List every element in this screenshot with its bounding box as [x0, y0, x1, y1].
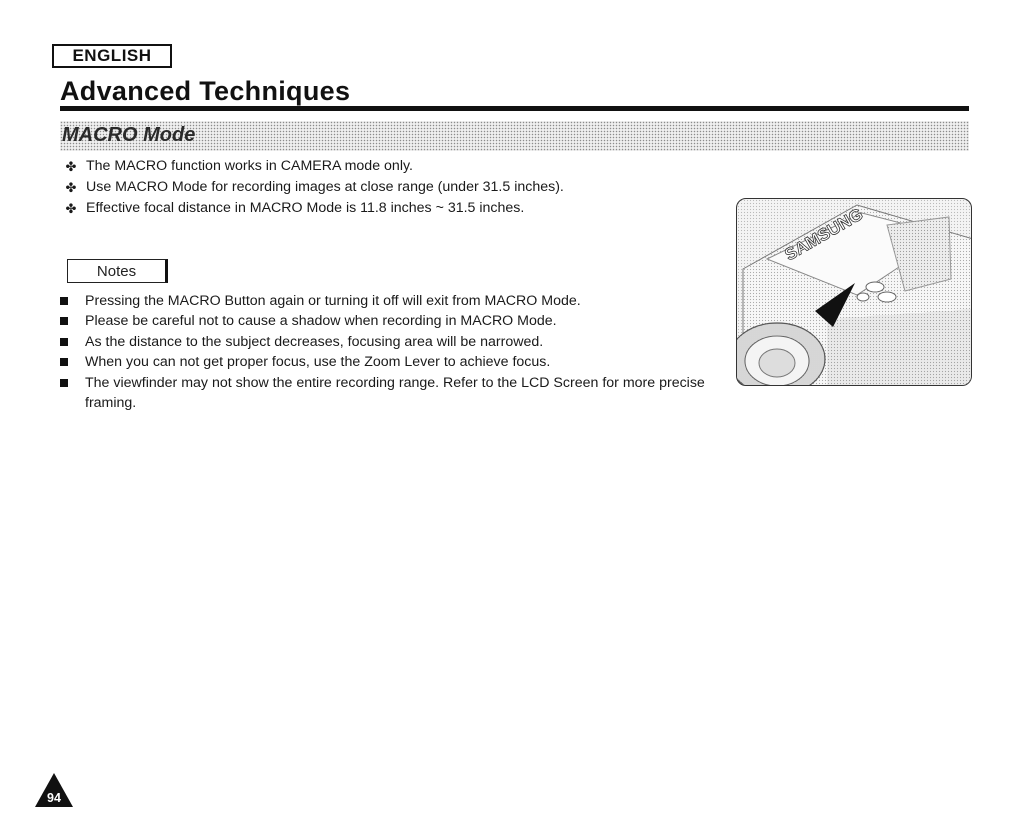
section-header-band [60, 121, 969, 151]
notes-label-box [67, 259, 168, 283]
notes-list [58, 291, 708, 413]
note-item [58, 311, 708, 331]
title-divider [60, 106, 969, 111]
note-text: Please be careful not to cause a shadow when recording in MACRO Mode. [85, 313, 557, 330]
note-item [58, 373, 708, 414]
feature-text: The MACRO function works in CAMERA mode only. [86, 158, 413, 174]
language-badge [52, 44, 172, 68]
note-item [58, 352, 708, 372]
section-title: MACRO Mode [62, 124, 196, 146]
feature-text: Use MACRO Mode for recording images at close range (under 31.5 inches). [86, 179, 564, 195]
feature-item [64, 156, 564, 177]
bullet-square-icon [60, 297, 68, 305]
feature-item [64, 198, 564, 219]
bullet-plus-icon: ✤ [65, 180, 77, 195]
note-item [58, 332, 708, 352]
page-number: 94 [47, 791, 61, 805]
bullet-square-icon [60, 379, 68, 387]
bullet-square-icon [60, 358, 68, 366]
note-text: When you can not get proper focus, use the Zoom Lever to achieve focus. [85, 354, 551, 371]
bullet-square-icon [60, 317, 68, 325]
feature-text: Effective focal distance in MACRO Mode is 11.8 inches ~ 31.5 inches. [86, 200, 525, 216]
camcorder-illustration [736, 198, 972, 386]
brand-logo: SAMSUNG [781, 204, 867, 265]
note-item [58, 291, 708, 311]
page-title: Advanced Techniques [60, 76, 351, 106]
note-text: The viewfinder may not show the entire recording range. Refer to the LCD Screen for more precise framing. [85, 374, 705, 412]
bullet-square-icon [60, 338, 68, 346]
language-label: ENGLISH [72, 46, 152, 65]
note-text: Pressing the MACRO Button again or turning it off will exit from MACRO Mode. [85, 293, 581, 309]
note-text: As the distance to the subject decreases, focusing area will be narrowed. [85, 333, 544, 350]
feature-item [64, 177, 564, 198]
bullet-plus-icon: ✤ [65, 159, 77, 174]
bullet-plus-icon: ✤ [65, 201, 77, 216]
notes-label: Notes [96, 262, 137, 280]
feature-list [64, 156, 564, 219]
